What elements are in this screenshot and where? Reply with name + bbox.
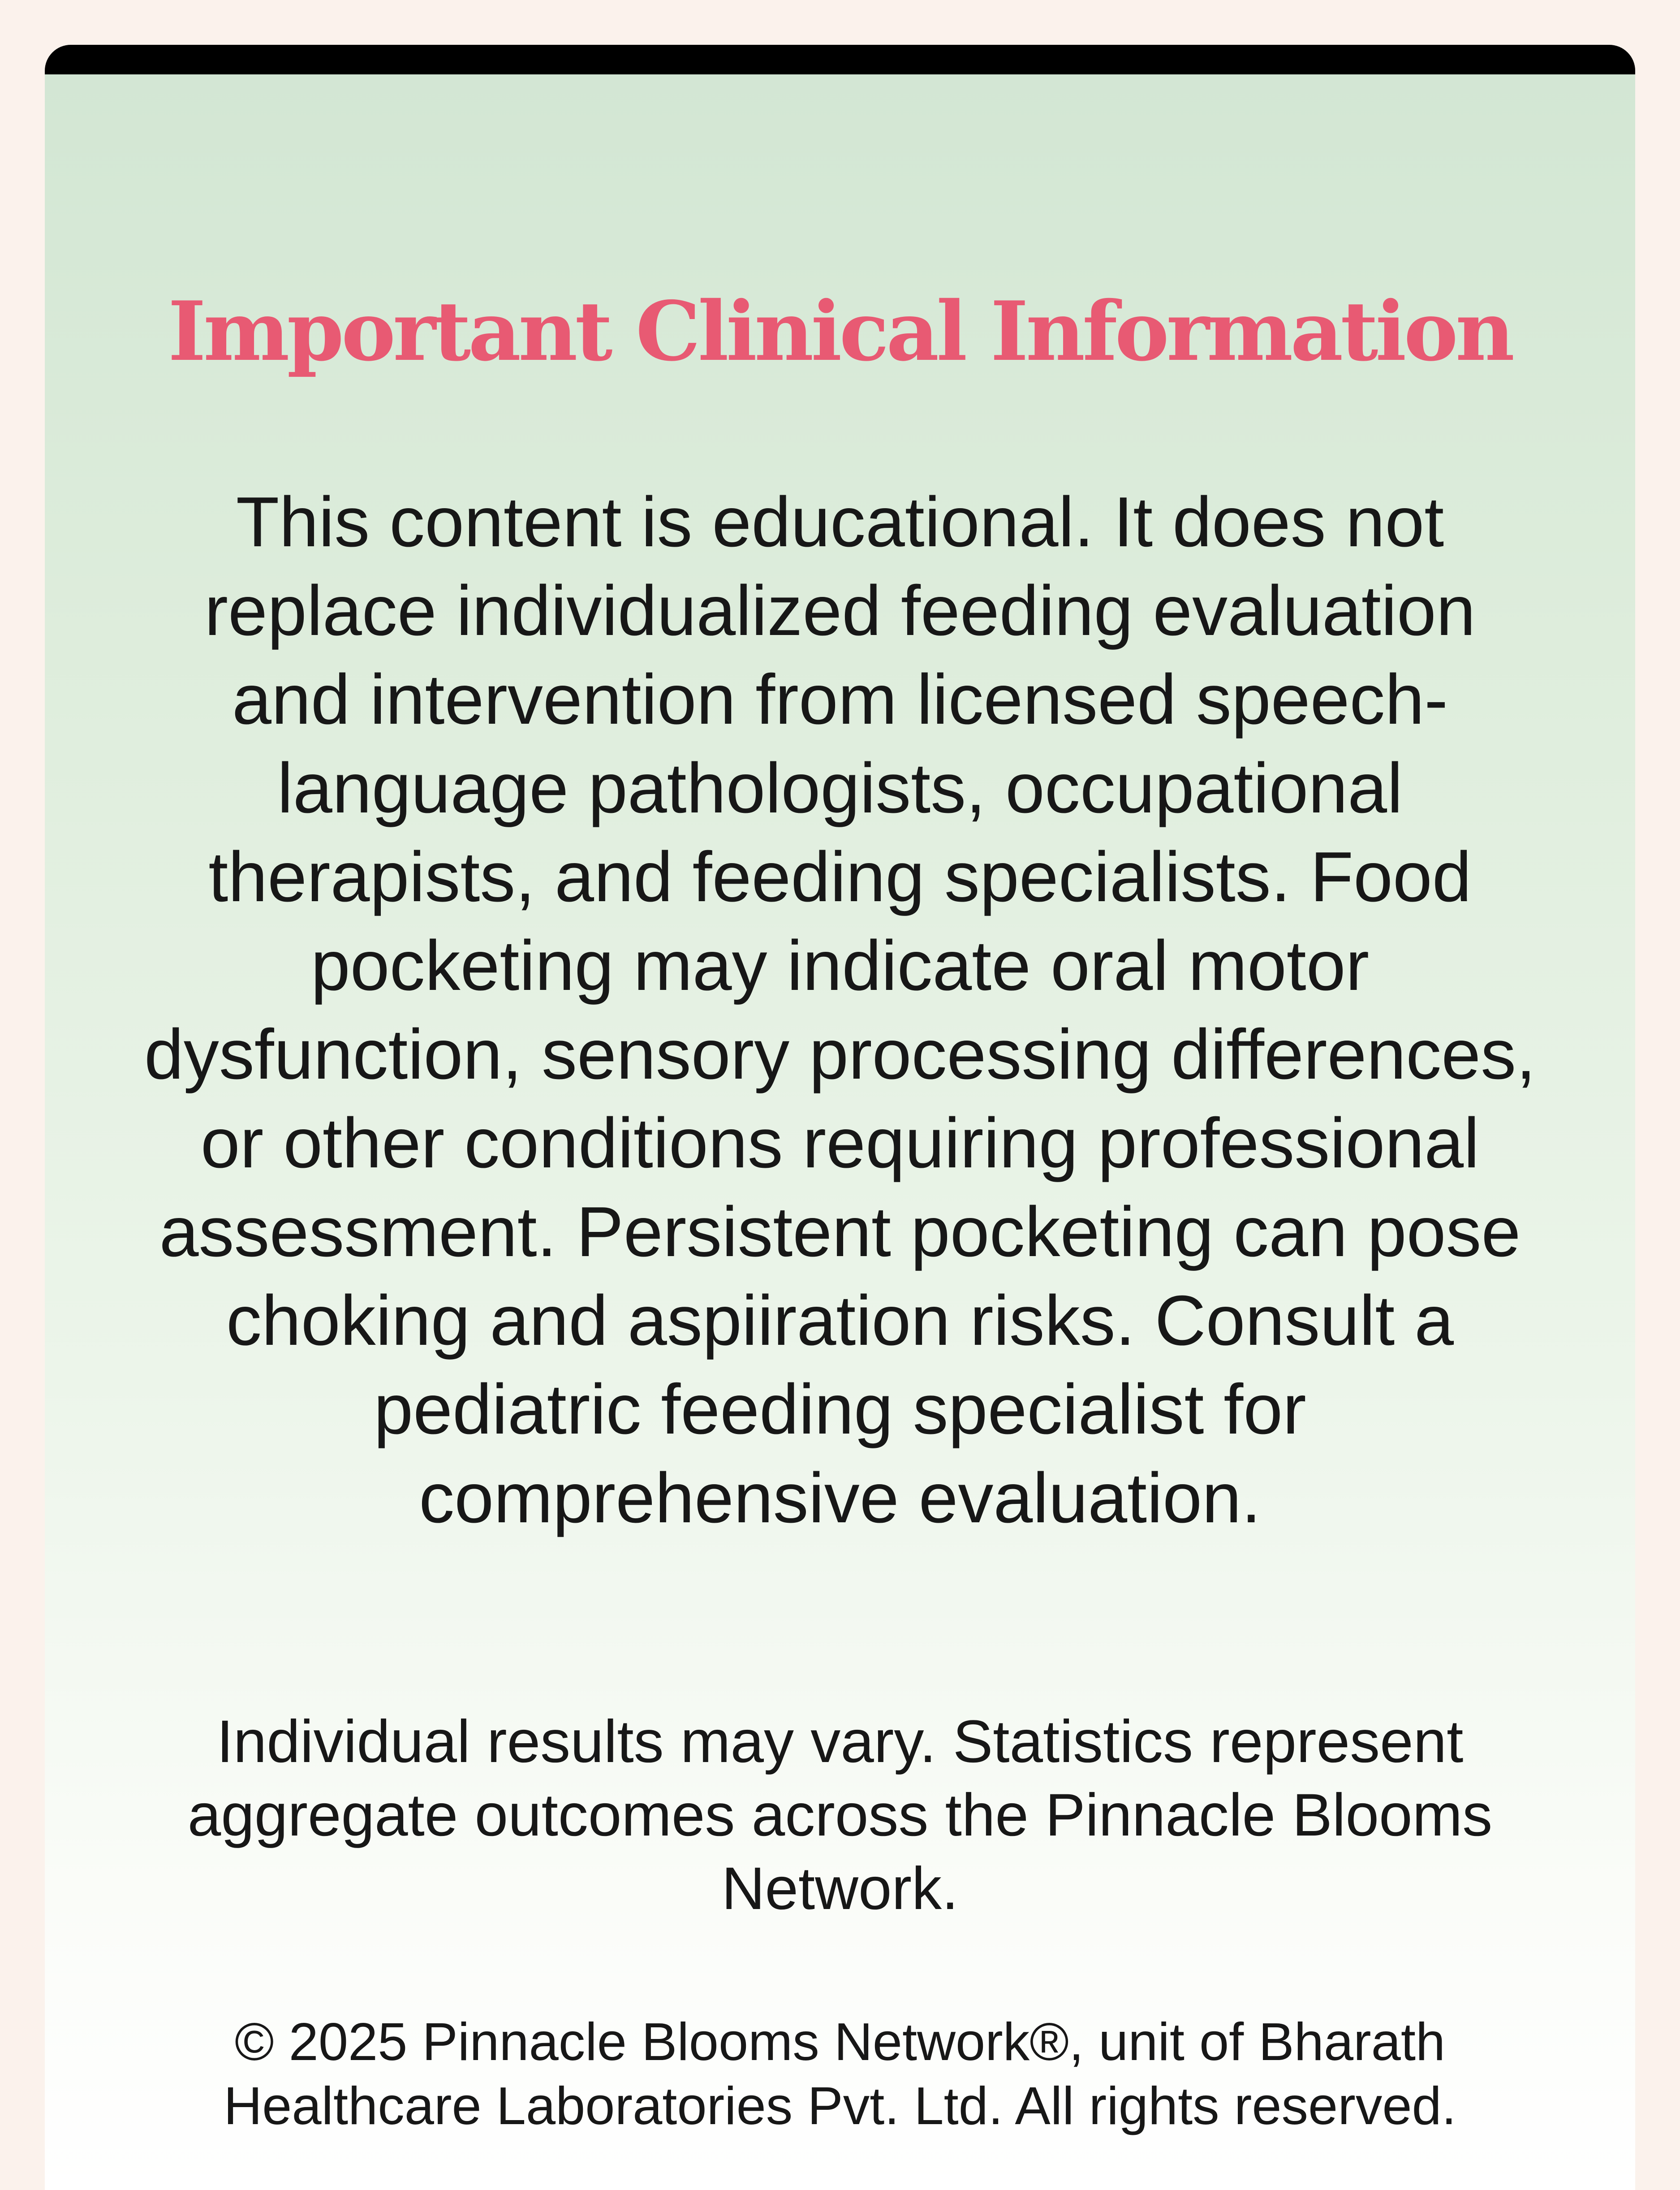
results-variation-note: Individual results may vary. Statistics represent aggregate outcomes across the Pinnacle Blooms Network.: [187, 1708, 1493, 1922]
clinical-information-card: [45, 45, 1635, 2190]
clinical-disclaimer-text: This content is educational. It does not replace individualized feeding evaluation and intervention from licensed speech-language pathologists, occupational therapists, and feeding specialists. Food pocketing may indicate oral motor dysfunction, sensory processing differences, or other conditions requiring professional assessment. Persistent pocketing can pose choking and aspiiration risks. Consult a pediatric feeding specialist for comprehensive evaluation.: [144, 483, 1536, 1538]
card-top-bar: [45, 45, 1635, 74]
copyright-notice: © 2025 Pinnacle Blooms Network®, unit of Bharath Healthcare Laboratories Pvt. Ltd. All rights reserved.: [224, 2012, 1456, 2136]
clinical-information-title: Important Clinical Information: [168, 283, 1512, 379]
